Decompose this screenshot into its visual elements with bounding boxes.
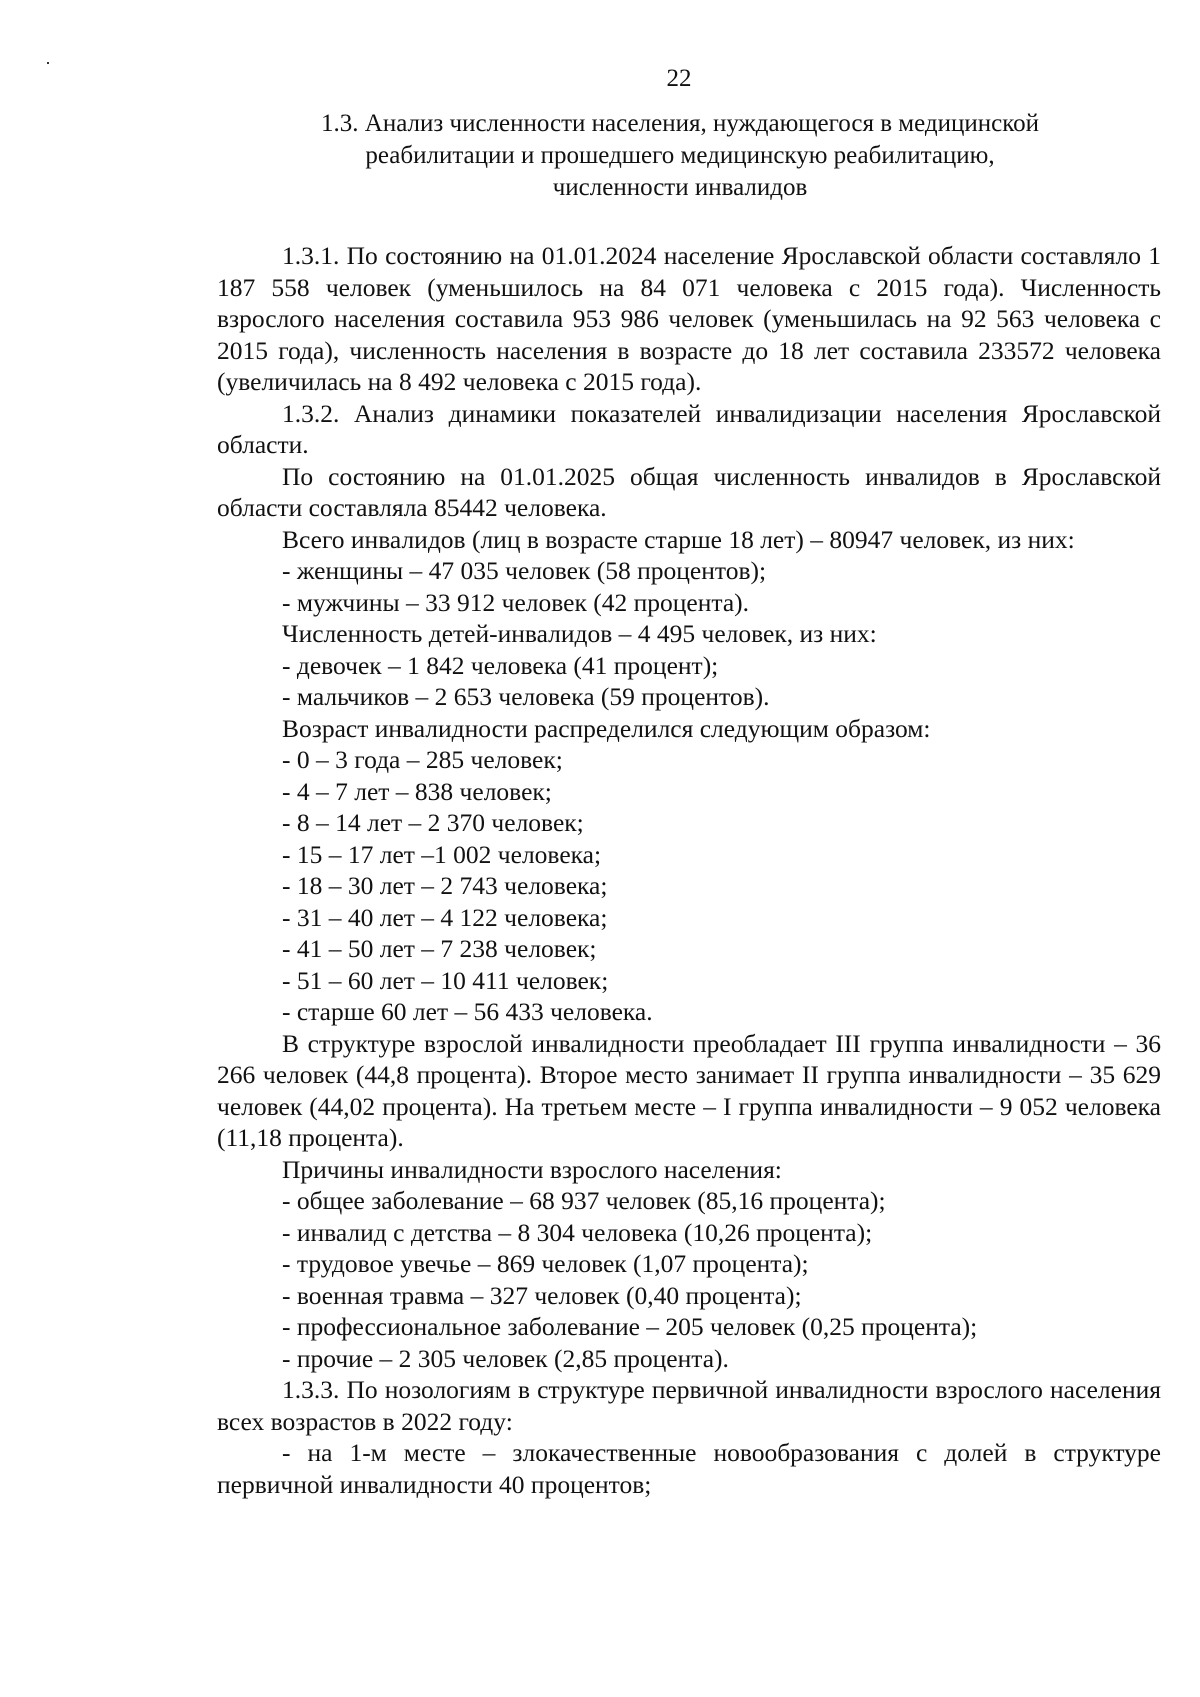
paragraph-total-disabled: По состоянию на 01.01.2025 общая численность инвалидов в Ярославской области составляла 85442 человека. [217,461,1161,522]
list-item-men: - мужчины – 33 912 человек (42 процента). [282,587,750,617]
list-item-age-0-3: - 0 – 3 года – 285 человек; [282,745,563,774]
list-item-boys: - мальчиков – 2 653 человека (59 процентов). [282,682,770,711]
paragraph-1-3-1: 1.3.1. По состоянию на 01.01.2024 население Ярославской области составляло 1 187 558 человек (уменьшилось на 84 071 человека с 2015 года). Численность взрослого населения составила 953 986 человек (уменьшилась на 92 563 человека с 2015 года), численность населения в возрасте до 18 лет составила 233572 человека (увеличилась на 8 492 человека с 2015 года). [217,241,1161,396]
causes-intro: Причины инвалидности взрослого населения: [282,1154,782,1184]
paragraph-1-3-2: 1.3.2. Анализ динамики показателей инвалидизации населения Ярославской области. [217,398,1161,459]
section-title-line-1: 1.3. Анализ численности населения, нуждающегося в медицинской [321,110,1039,137]
list-item-age-41-50: - 41 – 50 лет – 7 238 человек; [282,934,597,963]
list-item-age-over-60: - старше 60 лет – 56 433 человека. [282,997,653,1026]
list-item-girls: - девочек – 1 842 человека (41 процент); [282,650,719,680]
list-item-cause-general: - общее заболевание – 68 937 человек (85,16 процента); [282,1186,886,1215]
list-item-age-15-17: - 15 – 17 лет –1 002 человека; [282,839,602,869]
children-intro: Численность детей-инвалидов – 4 495 человек, из них: [282,619,877,648]
adults-intro: Всего инвалидов (лиц в возрасте старше 18 лет) – 80947 человек, из них: [282,524,1075,554]
list-item-age-31-40: - 31 – 40 лет – 4 122 человека; [282,902,608,932]
paragraph-1-3-3: 1.3.3. По нозологиям в структуре первичной инвалидности взрослого населения всех возрастов в 2022 году: [217,1375,1161,1436]
section-title [250,108,1110,204]
body-text [217,240,1161,1500]
list-item-cause-military: - военная травма – 327 человек (0,40 процента); [282,1280,802,1310]
section-title-line-3: численности инвалидов [552,174,808,201]
list-item-cause-childhood: - инвалид с детства – 8 304 человека (10,26 процента); [282,1217,873,1247]
list-item-cause-other: - прочие – 2 305 человек (2,85 процента). [282,1343,729,1373]
list-item-cause-work-injury: - трудовое увечье – 869 человек (1,07 процента); [282,1249,809,1278]
section-title-line-2: реабилитации и прошедшего медицинскую реабилитацию, [365,142,995,169]
paragraph-disability-groups: В структуре взрослой инвалидности преобладает III группа инвалидности – 36 266 человек (44,8 процента). Второе место занимает II группа инвалидности – 35 629 человек (44,02 процента). На третьем месте – I группа инвалидности – 9 052 человека (11,18 процента). [217,1028,1161,1152]
age-intro: Возраст инвалидности распределился следующим образом: [282,713,931,743]
paragraph-first-place: - на 1-м месте – злокачественные новообразования с долей в структуре первичной инвалидности 40 процентов; [217,1438,1161,1499]
list-item-age-18-30: - 18 – 30 лет – 2 743 человека; [282,871,608,900]
list-item-women: - женщины – 47 035 человек (58 процентов); [282,556,767,585]
list-item-age-4-7: - 4 – 7 лет – 838 человек; [282,776,552,806]
list-item-age-51-60: - 51 – 60 лет – 10 411 человек; [282,965,609,995]
list-item-age-8-14: - 8 – 14 лет – 2 370 человек; [282,808,584,837]
page-number: 22 [666,65,692,92]
list-item-cause-occupational: - профессиональное заболевание – 205 человек (0,25 процента); [282,1312,978,1341]
